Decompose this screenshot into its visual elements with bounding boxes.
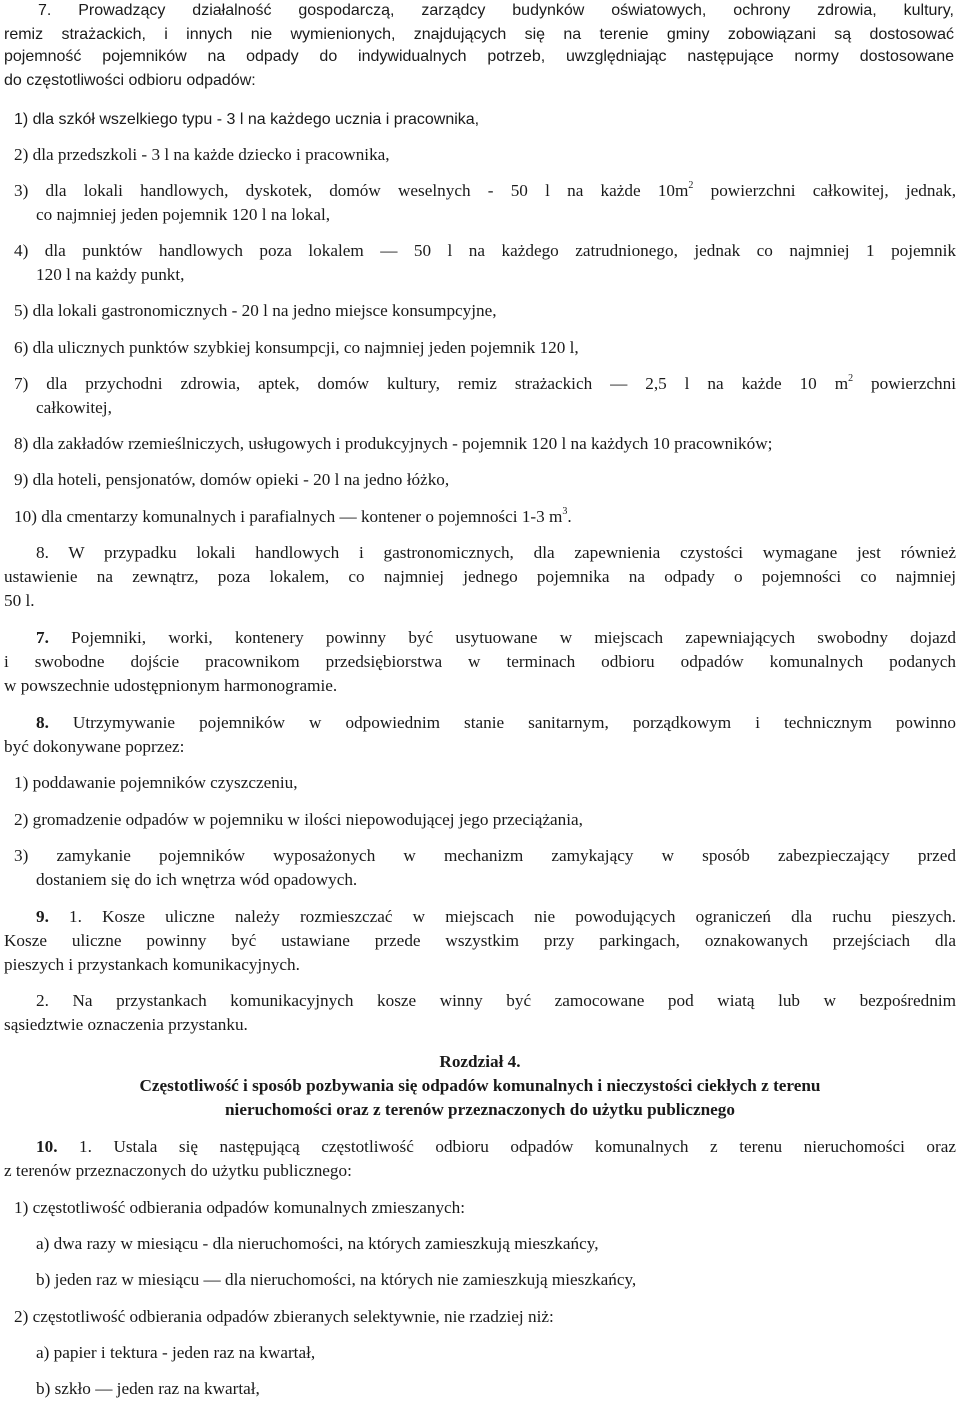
- list-item: b) jeden raz w miesiącu — dla nieruchomości, na których nie zamieszkują mieszkańcy,: [36, 1270, 637, 1289]
- chapter-title: nieruchomości oraz z terenów przeznaczonych do użytku publicznego: [224, 1100, 735, 1119]
- list-item: 1) dla szkół wszelkiego typu - 3 l na każdego ucznia i pracownika,: [14, 111, 480, 128]
- paragraph-line: i swobodne dojście pracownikom przedsiębiorstwa w terminach odbioru odpadów komunalnych podanych: [4, 652, 956, 671]
- list-item: 1) poddawanie pojemników czyszczeniu,: [14, 773, 298, 792]
- list-item-continuation: dostaniem się do ich wnętrza wód opadowych.: [36, 870, 358, 889]
- paragraph-line: Kosze uliczne powinny być ustawiane przede wszystkim przy parkingach, oznakowanych przejściach dla: [4, 931, 956, 950]
- paragraph-line: 9. 1. Kosze uliczne należy rozmieszczać w miejscach nie powodujących ograniczeń dla ruchu pieszych.: [36, 907, 956, 926]
- list-item: 1) częstotliwość odbierania odpadów komunalnych zmieszanych:: [14, 1198, 466, 1217]
- paragraph-line: 8. Utrzymywanie pojemników w odpowiednim stanie sanitarnym, porządkowym i technicznym powinno: [36, 713, 956, 732]
- section-number: 7.: [36, 628, 49, 647]
- list-item: 7) dla przychodni zdrowia, aptek, domów kultury, remiz strażackich — 2,5 l na każde 10 $m^2$ powierzchni: [14, 373, 956, 393]
- section-number: 8.: [36, 713, 49, 732]
- superscript: 2: [688, 180, 694, 192]
- paragraph-line: 50 l.: [4, 591, 35, 610]
- list-item: 4) dla punktów handlowych poza lokalem — 50 l na każdego zatrudnionego, jednak co najmniej 1 pojemnik: [14, 241, 956, 260]
- paragraph-line: być dokonywane poprzez:: [4, 737, 185, 756]
- list-item: 10) dla cmentarzy komunalnych i parafialnych — kontener o pojemności 1-3 $m^3$.: [14, 506, 572, 526]
- paragraph-line: sąsiedztwie oznaczenia przystanku.: [4, 1015, 248, 1034]
- paragraph-line: w powszechnie udostępnionym harmonogramie.: [4, 676, 338, 695]
- section-number: 9.: [36, 907, 49, 926]
- paragraph-line: ustawienie na zewnątrz, poza lokalem, co najmniej jednego pojemnika na odpady o pojemności co najmniej: [4, 567, 956, 586]
- paragraph-line: 7. Prowadzący działalność gospodarczą, zarządcy budynków oświatowych, ochrony zdrowia, kultury,: [38, 2, 954, 19]
- section-number: 10.: [36, 1137, 58, 1156]
- chapter-title: Częstotliwość i sposób pozbywania się odpadów komunalnych i nieczystości ciekłych z terenu: [139, 1076, 821, 1095]
- list-item: a) dwa razy w miesiącu - dla nieruchomości, na których zamieszkują mieszkańcy,: [36, 1234, 599, 1253]
- chapter-heading: Rozdział 4.: [439, 1052, 521, 1071]
- list-item: a) papier i tektura - jeden raz na kwartał,: [36, 1343, 316, 1362]
- list-item-continuation: co najmniej jeden pojemnik 120 l na lokal,: [36, 205, 331, 224]
- list-item: 3) zamykanie pojemników wyposażonych w mechanizm zamykający w sposób zabezpieczający przed: [14, 846, 956, 865]
- paragraph-line: remiz strażackich, i innych nie wymienionych, znajdujących się na terenie gminy zobowiązani są dostosować: [4, 26, 954, 43]
- superscript: 2: [848, 373, 854, 385]
- paragraph-line: 2. Na przystankach komunikacyjnych kosze winny być zamocowane pod wiatą lub w bezpośrednim: [36, 991, 956, 1010]
- paragraph-line: pojemność pojemników na odpady do indywidualnych potrzeb, uwzględniając następujące normy dostosowane: [4, 48, 954, 65]
- list-item: 5) dla lokali gastronomicznych - 20 l na jedno miejsce konsumpcyjne,: [14, 301, 497, 320]
- paragraph-line: do częstotliwości odbioru odpadów:: [4, 72, 256, 89]
- list-item: 2) dla przedszkoli - 3 l na każde dziecko i pracownika,: [14, 145, 390, 164]
- list-item: 2) gromadzenie odpadów w pojemniku w ilości niepowodującej jego przeciążania,: [14, 810, 583, 829]
- list-item: 9) dla hoteli, pensjonatów, domów opieki - 20 l na jedno łóżko,: [14, 470, 450, 489]
- list-item-continuation: 120 l na każdy punkt,: [36, 265, 185, 284]
- list-item: 2) częstotliwość odbierania odpadów zbieranych selektywnie, nie rzadziej niż:: [14, 1307, 554, 1326]
- list-item: 3) dla lokali handlowych, dyskotek, domów weselnych - 50 l na każde $10m^2$ powierzchni całkowitej, jednak,: [14, 180, 956, 200]
- list-item: b) szkło — jeden raz na kwartał,: [36, 1379, 260, 1398]
- paragraph-line: 10. 1. Ustala się następującą częstotliwość odbioru odpadów komunalnych z terenu nieruchomości oraz: [36, 1137, 956, 1156]
- paragraph-line: z terenów przeznaczonych do użytku publicznego:: [4, 1161, 352, 1180]
- list-item: 6) dla ulicznych punktów szybkiej konsumpcji, co najmniej jeden pojemnik 120 l,: [14, 338, 579, 357]
- paragraph-line: 8. W przypadku lokali handlowych i gastronomicznych, dla zapewnienia czystości wymagane jest również: [36, 543, 956, 562]
- list-item-continuation: całkowitej,: [36, 398, 112, 417]
- paragraph-line: 7. Pojemniki, worki, kontenery powinny być usytuowane w miejscach zapewniających swobodny dojazd: [36, 628, 956, 647]
- paragraph-line: pieszych i przystankach komunikacyjnych.: [4, 955, 300, 974]
- list-item: 8) dla zakładów rzemieślniczych, usługowych i produkcyjnych - pojemnik 120 l na każdych 10 pracowników;: [14, 434, 773, 453]
- superscript: 3: [562, 506, 568, 518]
